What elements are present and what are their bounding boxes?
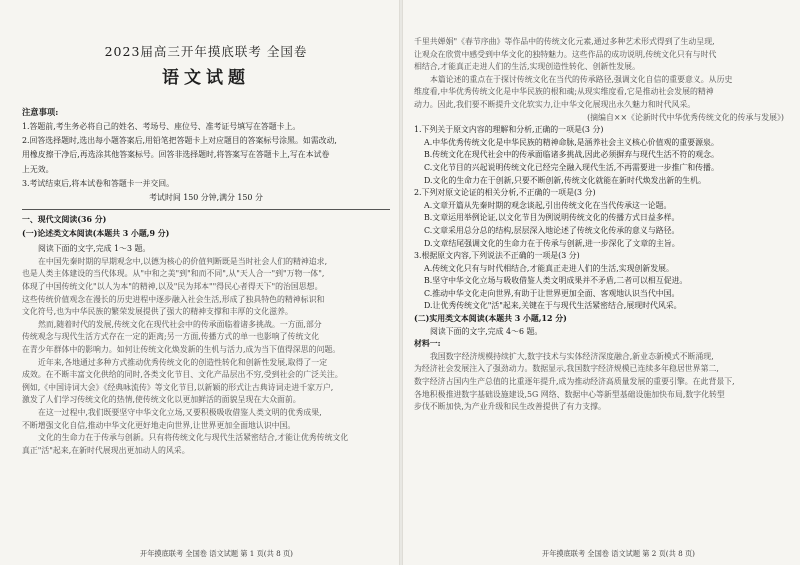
subject-title: 语文试题 xyxy=(162,68,250,88)
notice-item: 上无效。 xyxy=(22,164,54,174)
notice-heading: 注意事项: xyxy=(22,107,59,117)
passage-line: 维度看,中华优秀传统文化是中华民族的根和魂;从现实维度看,它是推动社会发展的精神 xyxy=(414,87,714,97)
question-stem: 3.根据原文内容,下列说法不正确的一项是(3 分) xyxy=(414,251,580,261)
question-option: B.文章运用举例论证,以文化节目为例说明传统文化的传播方式日益多样。 xyxy=(424,213,680,223)
passage-line: 步伐不断加快,为产业升级和民生改善提供了有力支撑。 xyxy=(414,402,606,412)
source-note: (摘编自××《论新时代中华优秀传统文化的传承与发展》) xyxy=(587,112,784,122)
passage-line: 不断增强文化自信,推动中华文化更好地走向世界,让世界更加全面地认识中国。 xyxy=(22,420,296,430)
passage-line: 也是人类主体建设的当代体现。从"中和之美"到"和而不同",从"天人合一"到"万物一体", xyxy=(22,269,325,279)
passage-line: 这些传统价值观念在漫长的历史进程中逐步融入社会生活,形成了独具特色的精神标识和 xyxy=(22,294,325,304)
question-stem: 2.下列对原文论证的相关分析,不正确的一项是(3 分) xyxy=(414,188,596,198)
divider xyxy=(22,209,390,210)
question-option: A.传统文化只有与时代相结合,才能真正走进人们的生活,实现创新发展。 xyxy=(424,263,674,273)
passage-line: 传统观念与现代生活方式存在一定的距离;另一方面,传播方式的单一也影响了传统文化 xyxy=(22,332,320,342)
notice-item: 用橡皮擦干净后,再选涂其他答案标号。回答非选择题时,将答案写在答题卡上,写在本试卷 xyxy=(22,150,330,160)
passage-line: 为经济社会发展注入了强劲动力。数据显示,我国数字经济规模已连续多年稳居世界第二, xyxy=(414,364,719,374)
passage-line: 让观众在欣赏中感受到中华文化的独特魅力。这些作品的成功说明,传统文化只有与时代 xyxy=(414,49,717,59)
question-stem: 1.下列关于原文内容的理解和分析,正确的一项是(3 分) xyxy=(414,125,604,135)
question-1 xyxy=(414,124,784,187)
question-option: C.文章采用总分总的结构,层层深入地论述了传统文化传承的意义与路径。 xyxy=(424,225,680,235)
passage-line: 然而,随着时代的发展,传统文化在现代社会中的传承面临着诸多挑战。一方面,部分 xyxy=(38,319,322,329)
question-option: B.传统文化在现代社会中的传承面临诸多挑战,因此必须摒弃与现代生活不符的观念。 xyxy=(424,150,719,160)
passage-line: 相结合,才能真正走进人们的生活,实现创造性转化、创新性发展。 xyxy=(414,62,640,72)
exam-time-line: 考试时间 150 分钟,满分 150 分 xyxy=(149,193,263,203)
passage-line: 我国数字经济规模持续扩大,数字技术与实体经济深度融合,新业态新模式不断涌现, xyxy=(430,351,714,361)
question-2 xyxy=(414,187,784,250)
question-option: B.坚守中华文化立场与吸收借鉴人类文明成果并不矛盾,二者可以相互促进。 xyxy=(424,276,688,286)
question-option: A.中华优秀传统文化是中华民族的精神命脉,是涵养社会主义核心价值观的重要源泉。 xyxy=(424,137,719,147)
section-two xyxy=(414,313,784,414)
passage-line: 文化符号,也为中华民族的繁荣发展提供了强大的精神支撑和丰厚的文化滋养。 xyxy=(22,307,293,317)
passage-line: 本篇论述的重点在于探讨传统文化在当代的传承路径,强调文化自信的重要意义。从历史 xyxy=(430,74,733,84)
passage-line: 千里共婵娟"《春节序曲》等作品中的传统文化元素,通过多种艺术形式得到了生动呈现, xyxy=(414,37,715,46)
passage-line: 成效。在不断丰富文化供给的同时,各类文化节目、文化产品层出不穷,受到社会的广泛关注。 xyxy=(22,370,343,380)
passage-line: 近年来,各地通过多种方式推动优秀传统文化的创造性转化和创新性发展,取得了一定 xyxy=(38,357,328,367)
passage-line: 例如,《中国诗词大会》《经典咏流传》等文化节目,以新颖的形式让古典诗词走进千家万户, xyxy=(22,382,334,392)
passage-line: 在青少年群体中的影响力。如何让传统文化焕发新的生机与活力,成为当下值得深思的问题。 xyxy=(22,344,341,354)
passage-line: 动力。因此,我们要不断提升文化软实力,让中华文化展现出永久魅力和时代风采。 xyxy=(414,99,696,109)
notice-item: 2.回答选择题时,选出每小题答案后,用铅笔把答题卡上对应题目的答案标号涂黑。如需改动, xyxy=(22,136,337,146)
section-heading: 一、现代文阅读(36 分) xyxy=(22,215,107,225)
passage-line: 文化的生命力在于传承与创新。只有将传统文化与现代生活紧密结合,才能让优秀传统文化 xyxy=(38,433,349,443)
reading-instruction: 阅读下面的文字,完成 1～3 题。 xyxy=(38,243,151,253)
passage-line: 数字经济占国内生产总值的比重逐年提升,成为推动经济高质量发展的重要引擎。在此背景下, xyxy=(414,377,735,387)
subsection-heading: (二)实用类文本阅读(本题共 3 小题,12 分) xyxy=(414,314,567,324)
subsection-heading: (一)论述类文本阅读(本题共 3 小题,9 分) xyxy=(22,229,170,239)
question-option: D.文章结尾强调文化的生命力在于传承与创新,进一步深化了文章的主旨。 xyxy=(424,238,680,248)
passage-line: 在这一过程中,我们既要坚守中华文化立场,又要积极吸收借鉴人类文明的优秀成果, xyxy=(38,407,322,417)
passage-right xyxy=(414,36,784,124)
question-option: C.推动中华文化走向世界,有助于让世界更加全面、客观地认识当代中国。 xyxy=(424,288,680,298)
question-option: D.让优秀传统文化"活"起来,关键在于与现代生活紧密结合,展现时代风采。 xyxy=(424,301,682,311)
question-option: A.文章开篇从先秦时期的观念谈起,引出传统文化在当代传承这一论题。 xyxy=(424,200,672,210)
question-option: D.文化的生命力在于创新,只要不断创新,传统文化就能在新时代焕发出新的生机。 xyxy=(424,175,706,185)
notice-block xyxy=(22,106,390,205)
exam-title: 2023届高三开年摸底联考 全国卷 xyxy=(104,44,308,59)
question-option: C.文化节目的兴起说明传统文化已经完全融入现代生活,不再需要进一步推广和传播。 xyxy=(424,162,719,172)
page-footer: 开年摸底联考 全国卷 语文试题 第 2 页(共 8 页) xyxy=(542,549,695,558)
material-label: 材料一: xyxy=(414,339,441,349)
passage-left xyxy=(22,256,390,458)
passage-line: 真正"活"起来,在新时代展现出更加动人的风采。 xyxy=(22,445,190,455)
page-footer: 开年摸底联考 全国卷 语文试题 第 1 页(共 8 页) xyxy=(140,549,293,558)
notice-item: 3.考试结束后,将本试卷和答题卡一并交回。 xyxy=(22,178,175,188)
passage-line: 体现了中国传统文化"以人为本"的精神,以及"民为邦本""得民心者得天下"的治国思想。 xyxy=(22,282,323,292)
passage-line: 激发了人们学习传统文化的热情,使传统文化以更加鲜活的面貌呈现在大众面前。 xyxy=(22,395,301,405)
page-two xyxy=(402,0,800,565)
question-3 xyxy=(414,250,784,313)
passage-line: 各地积极推进数字基础设施建设,5G 网络、数据中心等新型基础设施加快布局,数字化转型 xyxy=(414,389,725,399)
passage-line: 在中国先秦时期的早期观念中,以德为核心的价值判断既是当时社会人们的精神追求, xyxy=(38,256,328,266)
reading-instruction: 阅读下面的文字,完成 4～6 题。 xyxy=(430,326,543,336)
notice-item: 1.答题前,考生务必将自己的姓名、考场号、座位号、准考证号填写在答题卡上。 xyxy=(22,122,301,131)
